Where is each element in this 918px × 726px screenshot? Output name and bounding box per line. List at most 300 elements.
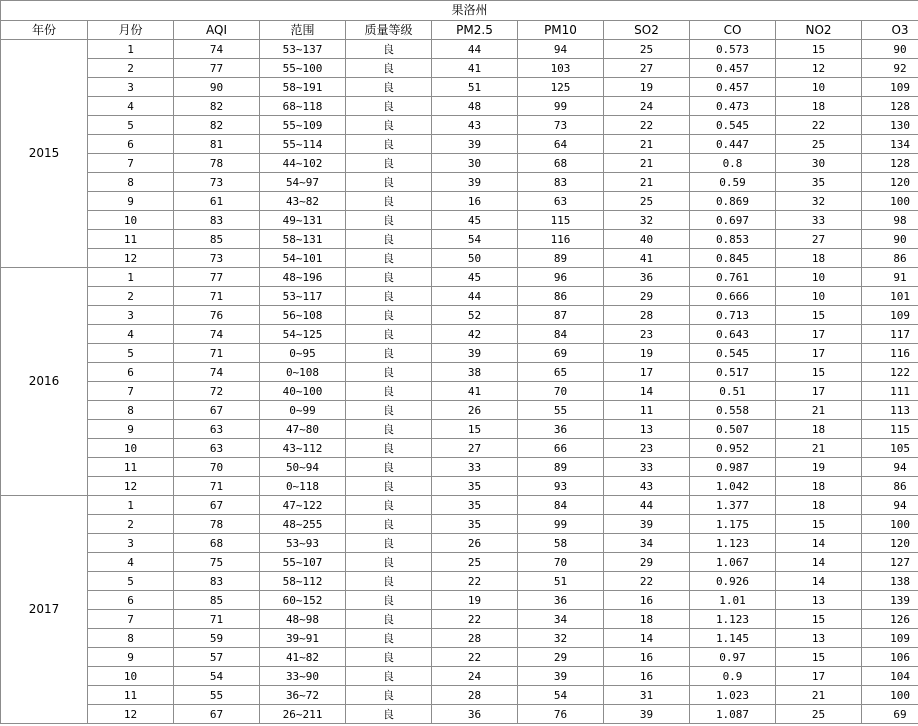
co-cell[interactable]: 0.457 <box>690 78 776 97</box>
no2-cell[interactable]: 15 <box>776 363 862 382</box>
quality-level-cell[interactable]: 良 <box>346 572 432 591</box>
pm25-cell[interactable]: 22 <box>432 610 518 629</box>
pm10-cell[interactable]: 39 <box>518 667 604 686</box>
pm25-header[interactable]: PM2.5 <box>432 21 518 40</box>
range-cell[interactable]: 47~122 <box>260 496 346 515</box>
pm10-cell[interactable]: 73 <box>518 116 604 135</box>
range-cell[interactable]: 43~82 <box>260 192 346 211</box>
quality-level-cell[interactable]: 良 <box>346 382 432 401</box>
so2-cell[interactable]: 23 <box>604 439 690 458</box>
month-cell[interactable]: 8 <box>88 629 174 648</box>
pm25-cell[interactable]: 24 <box>432 667 518 686</box>
co-cell[interactable]: 0.845 <box>690 249 776 268</box>
aqi-cell[interactable]: 71 <box>174 610 260 629</box>
month-cell[interactable]: 8 <box>88 401 174 420</box>
no2-cell[interactable]: 15 <box>776 515 862 534</box>
no2-cell[interactable]: 33 <box>776 211 862 230</box>
aqi-cell[interactable]: 81 <box>174 135 260 154</box>
so2-cell[interactable]: 14 <box>604 382 690 401</box>
co-cell[interactable]: 0.643 <box>690 325 776 344</box>
o3-cell[interactable]: 91 <box>862 268 918 287</box>
aqi-cell[interactable]: 83 <box>174 211 260 230</box>
pm10-cell[interactable]: 64 <box>518 135 604 154</box>
so2-cell[interactable]: 27 <box>604 59 690 78</box>
o3-cell[interactable]: 122 <box>862 363 918 382</box>
aqi-cell[interactable]: 71 <box>174 477 260 496</box>
range-cell[interactable]: 47~80 <box>260 420 346 439</box>
o3-cell[interactable]: 128 <box>862 154 918 173</box>
no2-cell[interactable]: 14 <box>776 572 862 591</box>
aqi-cell[interactable]: 85 <box>174 591 260 610</box>
so2-cell[interactable]: 18 <box>604 610 690 629</box>
pm10-cell[interactable]: 36 <box>518 420 604 439</box>
table-title[interactable]: 果洛州 <box>1 1 918 21</box>
range-cell[interactable]: 50~94 <box>260 458 346 477</box>
o3-cell[interactable]: 86 <box>862 477 918 496</box>
co-cell[interactable]: 0.447 <box>690 135 776 154</box>
quality-level-cell[interactable]: 良 <box>346 591 432 610</box>
o3-cell[interactable]: 106 <box>862 648 918 667</box>
quality-level-cell[interactable]: 良 <box>346 230 432 249</box>
co-cell[interactable]: 0.853 <box>690 230 776 249</box>
range-cell[interactable]: 44~102 <box>260 154 346 173</box>
range-cell[interactable]: 54~125 <box>260 325 346 344</box>
quality-level-cell[interactable]: 良 <box>346 534 432 553</box>
no2-cell[interactable]: 15 <box>776 40 862 59</box>
co-cell[interactable]: 1.175 <box>690 515 776 534</box>
pm10-cell[interactable]: 70 <box>518 553 604 572</box>
co-cell[interactable]: 0.9 <box>690 667 776 686</box>
so2-cell[interactable]: 29 <box>604 553 690 572</box>
pm10-header[interactable]: PM10 <box>518 21 604 40</box>
no2-cell[interactable]: 18 <box>776 97 862 116</box>
pm25-cell[interactable]: 33 <box>432 458 518 477</box>
quality-level-cell[interactable]: 良 <box>346 287 432 306</box>
o3-cell[interactable]: 138 <box>862 572 918 591</box>
so2-cell[interactable]: 25 <box>604 40 690 59</box>
year-cell[interactable]: 2016 <box>1 268 88 496</box>
o3-cell[interactable]: 127 <box>862 553 918 572</box>
pm25-cell[interactable]: 27 <box>432 439 518 458</box>
range-cell[interactable]: 49~131 <box>260 211 346 230</box>
pm25-cell[interactable]: 22 <box>432 572 518 591</box>
aqi-cell[interactable]: 77 <box>174 268 260 287</box>
o3-cell[interactable]: 100 <box>862 192 918 211</box>
month-cell[interactable]: 11 <box>88 686 174 705</box>
month-cell[interactable]: 10 <box>88 439 174 458</box>
pm25-cell[interactable]: 39 <box>432 135 518 154</box>
range-cell[interactable]: 40~100 <box>260 382 346 401</box>
aqi-cell[interactable]: 82 <box>174 97 260 116</box>
pm25-cell[interactable]: 28 <box>432 629 518 648</box>
so2-cell[interactable]: 34 <box>604 534 690 553</box>
co-cell[interactable]: 1.01 <box>690 591 776 610</box>
so2-cell[interactable]: 11 <box>604 401 690 420</box>
month-cell[interactable]: 1 <box>88 496 174 515</box>
co-cell[interactable]: 0.545 <box>690 344 776 363</box>
no2-cell[interactable]: 10 <box>776 78 862 97</box>
quality-level-cell[interactable]: 良 <box>346 686 432 705</box>
month-cell[interactable]: 2 <box>88 59 174 78</box>
pm25-cell[interactable]: 30 <box>432 154 518 173</box>
co-cell[interactable]: 1.067 <box>690 553 776 572</box>
so2-cell[interactable]: 23 <box>604 325 690 344</box>
aqi-cell[interactable]: 68 <box>174 534 260 553</box>
pm10-cell[interactable]: 99 <box>518 515 604 534</box>
quality-level-cell[interactable]: 良 <box>346 192 432 211</box>
no2-cell[interactable]: 17 <box>776 667 862 686</box>
so2-cell[interactable]: 40 <box>604 230 690 249</box>
pm25-cell[interactable]: 35 <box>432 496 518 515</box>
aqi-header[interactable]: AQI <box>174 21 260 40</box>
co-cell[interactable]: 0.507 <box>690 420 776 439</box>
month-cell[interactable]: 1 <box>88 268 174 287</box>
co-cell[interactable]: 0.952 <box>690 439 776 458</box>
so2-cell[interactable]: 16 <box>604 591 690 610</box>
aqi-cell[interactable]: 76 <box>174 306 260 325</box>
o3-cell[interactable]: 100 <box>862 686 918 705</box>
co-cell[interactable]: 0.8 <box>690 154 776 173</box>
co-cell[interactable]: 1.145 <box>690 629 776 648</box>
co-cell[interactable]: 0.573 <box>690 40 776 59</box>
so2-cell[interactable]: 21 <box>604 135 690 154</box>
month-cell[interactable]: 7 <box>88 154 174 173</box>
range-cell[interactable]: 53~93 <box>260 534 346 553</box>
range-cell[interactable]: 55~114 <box>260 135 346 154</box>
quality-level-cell[interactable]: 良 <box>346 40 432 59</box>
quality-level-cell[interactable]: 良 <box>346 667 432 686</box>
co-cell[interactable]: 1.087 <box>690 705 776 724</box>
so2-cell[interactable]: 19 <box>604 78 690 97</box>
quality-level-cell[interactable]: 良 <box>346 515 432 534</box>
range-cell[interactable]: 60~152 <box>260 591 346 610</box>
co-cell[interactable]: 0.59 <box>690 173 776 192</box>
o3-cell[interactable]: 94 <box>862 458 918 477</box>
o3-cell[interactable]: 90 <box>862 230 918 249</box>
range-header[interactable]: 范围 <box>260 21 346 40</box>
month-cell[interactable]: 4 <box>88 97 174 116</box>
aqi-cell[interactable]: 73 <box>174 173 260 192</box>
aqi-cell[interactable]: 74 <box>174 40 260 59</box>
pm25-cell[interactable]: 15 <box>432 420 518 439</box>
o3-cell[interactable]: 117 <box>862 325 918 344</box>
range-cell[interactable]: 0~99 <box>260 401 346 420</box>
aqi-cell[interactable]: 82 <box>174 116 260 135</box>
month-cell[interactable]: 3 <box>88 78 174 97</box>
quality-level-cell[interactable]: 良 <box>346 344 432 363</box>
aqi-cell[interactable]: 57 <box>174 648 260 667</box>
co-cell[interactable]: 0.517 <box>690 363 776 382</box>
aqi-cell[interactable]: 71 <box>174 344 260 363</box>
quality-level-cell[interactable]: 良 <box>346 211 432 230</box>
no2-cell[interactable]: 15 <box>776 306 862 325</box>
no2-cell[interactable]: 18 <box>776 496 862 515</box>
pm25-cell[interactable]: 48 <box>432 97 518 116</box>
pm25-cell[interactable]: 22 <box>432 648 518 667</box>
range-cell[interactable]: 48~196 <box>260 268 346 287</box>
co-cell[interactable]: 0.545 <box>690 116 776 135</box>
range-cell[interactable]: 26~211 <box>260 705 346 724</box>
o3-cell[interactable]: 104 <box>862 667 918 686</box>
no2-cell[interactable]: 21 <box>776 686 862 705</box>
pm10-cell[interactable]: 63 <box>518 192 604 211</box>
o3-cell[interactable]: 69 <box>862 705 918 724</box>
quality-level-cell[interactable]: 良 <box>346 325 432 344</box>
so2-cell[interactable]: 39 <box>604 515 690 534</box>
pm10-cell[interactable]: 68 <box>518 154 604 173</box>
pm10-cell[interactable]: 65 <box>518 363 604 382</box>
o3-cell[interactable]: 101 <box>862 287 918 306</box>
year-cell[interactable]: 2015 <box>1 40 88 268</box>
year-cell[interactable]: 2017 <box>1 496 88 724</box>
pm25-cell[interactable]: 39 <box>432 344 518 363</box>
no2-cell[interactable]: 17 <box>776 325 862 344</box>
range-cell[interactable]: 33~90 <box>260 667 346 686</box>
o3-cell[interactable]: 105 <box>862 439 918 458</box>
co-cell[interactable]: 0.51 <box>690 382 776 401</box>
month-cell[interactable]: 10 <box>88 667 174 686</box>
co-cell[interactable]: 0.926 <box>690 572 776 591</box>
quality-level-cell[interactable]: 良 <box>346 496 432 515</box>
pm10-cell[interactable]: 87 <box>518 306 604 325</box>
pm25-cell[interactable]: 45 <box>432 211 518 230</box>
pm10-cell[interactable]: 34 <box>518 610 604 629</box>
pm25-cell[interactable]: 16 <box>432 192 518 211</box>
pm10-cell[interactable]: 66 <box>518 439 604 458</box>
pm25-cell[interactable]: 51 <box>432 78 518 97</box>
o3-cell[interactable]: 109 <box>862 306 918 325</box>
so2-cell[interactable]: 44 <box>604 496 690 515</box>
so2-cell[interactable]: 24 <box>604 97 690 116</box>
o3-cell[interactable]: 126 <box>862 610 918 629</box>
month-cell[interactable]: 3 <box>88 534 174 553</box>
pm10-cell[interactable]: 83 <box>518 173 604 192</box>
month-cell[interactable]: 4 <box>88 325 174 344</box>
aqi-cell[interactable]: 55 <box>174 686 260 705</box>
no2-cell[interactable]: 17 <box>776 344 862 363</box>
pm10-cell[interactable]: 69 <box>518 344 604 363</box>
quality-level-cell[interactable]: 良 <box>346 249 432 268</box>
range-cell[interactable]: 53~137 <box>260 40 346 59</box>
aqi-cell[interactable]: 71 <box>174 287 260 306</box>
so2-cell[interactable]: 16 <box>604 667 690 686</box>
o3-cell[interactable]: 113 <box>862 401 918 420</box>
quality-level-cell[interactable]: 良 <box>346 648 432 667</box>
pm10-cell[interactable]: 86 <box>518 287 604 306</box>
no2-cell[interactable]: 21 <box>776 401 862 420</box>
so2-cell[interactable]: 17 <box>604 363 690 382</box>
so2-cell[interactable]: 36 <box>604 268 690 287</box>
aqi-cell[interactable]: 78 <box>174 154 260 173</box>
co-cell[interactable]: 1.123 <box>690 534 776 553</box>
quality-level-cell[interactable]: 良 <box>346 439 432 458</box>
month-cell[interactable]: 5 <box>88 116 174 135</box>
pm10-cell[interactable]: 55 <box>518 401 604 420</box>
aqi-cell[interactable]: 72 <box>174 382 260 401</box>
pm10-cell[interactable]: 103 <box>518 59 604 78</box>
co-cell[interactable]: 0.473 <box>690 97 776 116</box>
month-cell[interactable]: 9 <box>88 648 174 667</box>
quality-level-header[interactable]: 质量等级 <box>346 21 432 40</box>
so2-cell[interactable]: 33 <box>604 458 690 477</box>
aqi-cell[interactable]: 67 <box>174 496 260 515</box>
range-cell[interactable]: 68~118 <box>260 97 346 116</box>
pm25-cell[interactable]: 36 <box>432 705 518 724</box>
aqi-cell[interactable]: 61 <box>174 192 260 211</box>
no2-cell[interactable]: 13 <box>776 591 862 610</box>
o3-cell[interactable]: 120 <box>862 173 918 192</box>
pm10-cell[interactable]: 84 <box>518 325 604 344</box>
pm25-cell[interactable]: 39 <box>432 173 518 192</box>
co-cell[interactable]: 0.713 <box>690 306 776 325</box>
o3-cell[interactable]: 92 <box>862 59 918 78</box>
so2-cell[interactable]: 28 <box>604 306 690 325</box>
o3-header[interactable]: O3 <box>862 21 918 40</box>
quality-level-cell[interactable]: 良 <box>346 363 432 382</box>
pm10-cell[interactable]: 58 <box>518 534 604 553</box>
so2-cell[interactable]: 22 <box>604 572 690 591</box>
quality-level-cell[interactable]: 良 <box>346 306 432 325</box>
month-cell[interactable]: 9 <box>88 420 174 439</box>
range-cell[interactable]: 58~112 <box>260 572 346 591</box>
pm10-cell[interactable]: 125 <box>518 78 604 97</box>
pm25-cell[interactable]: 26 <box>432 534 518 553</box>
no2-cell[interactable]: 19 <box>776 458 862 477</box>
co-cell[interactable]: 1.042 <box>690 477 776 496</box>
pm25-cell[interactable]: 41 <box>432 382 518 401</box>
so2-cell[interactable]: 21 <box>604 154 690 173</box>
range-cell[interactable]: 56~108 <box>260 306 346 325</box>
pm25-cell[interactable]: 42 <box>432 325 518 344</box>
range-cell[interactable]: 55~107 <box>260 553 346 572</box>
quality-level-cell[interactable]: 良 <box>346 135 432 154</box>
pm10-cell[interactable]: 89 <box>518 249 604 268</box>
range-cell[interactable]: 48~255 <box>260 515 346 534</box>
quality-level-cell[interactable]: 良 <box>346 553 432 572</box>
co-header[interactable]: CO <box>690 21 776 40</box>
range-cell[interactable]: 0~118 <box>260 477 346 496</box>
pm10-cell[interactable]: 93 <box>518 477 604 496</box>
so2-cell[interactable]: 29 <box>604 287 690 306</box>
month-cell[interactable]: 3 <box>88 306 174 325</box>
pm25-cell[interactable]: 41 <box>432 59 518 78</box>
pm25-cell[interactable]: 25 <box>432 553 518 572</box>
pm10-cell[interactable]: 115 <box>518 211 604 230</box>
so2-cell[interactable]: 39 <box>604 705 690 724</box>
no2-cell[interactable]: 18 <box>776 477 862 496</box>
pm25-cell[interactable]: 35 <box>432 477 518 496</box>
co-cell[interactable]: 0.666 <box>690 287 776 306</box>
month-cell[interactable]: 11 <box>88 458 174 477</box>
range-cell[interactable]: 41~82 <box>260 648 346 667</box>
aqi-cell[interactable]: 67 <box>174 705 260 724</box>
o3-cell[interactable]: 116 <box>862 344 918 363</box>
pm25-cell[interactable]: 52 <box>432 306 518 325</box>
month-cell[interactable]: 2 <box>88 287 174 306</box>
quality-level-cell[interactable]: 良 <box>346 154 432 173</box>
no2-cell[interactable]: 15 <box>776 648 862 667</box>
aqi-cell[interactable]: 54 <box>174 667 260 686</box>
month-cell[interactable]: 9 <box>88 192 174 211</box>
co-cell[interactable]: 0.987 <box>690 458 776 477</box>
month-cell[interactable]: 7 <box>88 382 174 401</box>
pm25-cell[interactable]: 50 <box>432 249 518 268</box>
quality-level-cell[interactable]: 良 <box>346 477 432 496</box>
quality-level-cell[interactable]: 良 <box>346 78 432 97</box>
co-cell[interactable]: 0.697 <box>690 211 776 230</box>
aqi-cell[interactable]: 63 <box>174 420 260 439</box>
aqi-cell[interactable]: 67 <box>174 401 260 420</box>
o3-cell[interactable]: 139 <box>862 591 918 610</box>
o3-cell[interactable]: 109 <box>862 78 918 97</box>
pm10-cell[interactable]: 32 <box>518 629 604 648</box>
pm25-cell[interactable]: 44 <box>432 40 518 59</box>
pm10-cell[interactable]: 94 <box>518 40 604 59</box>
no2-cell[interactable]: 25 <box>776 135 862 154</box>
o3-cell[interactable]: 94 <box>862 496 918 515</box>
aqi-cell[interactable]: 77 <box>174 59 260 78</box>
so2-cell[interactable]: 41 <box>604 249 690 268</box>
no2-cell[interactable]: 22 <box>776 116 862 135</box>
o3-cell[interactable]: 130 <box>862 116 918 135</box>
no2-cell[interactable]: 13 <box>776 629 862 648</box>
month-cell[interactable]: 11 <box>88 230 174 249</box>
quality-level-cell[interactable]: 良 <box>346 629 432 648</box>
no2-cell[interactable]: 10 <box>776 287 862 306</box>
pm25-cell[interactable]: 26 <box>432 401 518 420</box>
aqi-cell[interactable]: 63 <box>174 439 260 458</box>
o3-cell[interactable]: 86 <box>862 249 918 268</box>
quality-level-cell[interactable]: 良 <box>346 59 432 78</box>
range-cell[interactable]: 0~95 <box>260 344 346 363</box>
quality-level-cell[interactable]: 良 <box>346 173 432 192</box>
pm10-cell[interactable]: 29 <box>518 648 604 667</box>
co-cell[interactable]: 1.377 <box>690 496 776 515</box>
quality-level-cell[interactable]: 良 <box>346 458 432 477</box>
pm25-cell[interactable]: 44 <box>432 287 518 306</box>
range-cell[interactable]: 36~72 <box>260 686 346 705</box>
so2-cell[interactable]: 31 <box>604 686 690 705</box>
month-cell[interactable]: 12 <box>88 705 174 724</box>
aqi-cell[interactable]: 73 <box>174 249 260 268</box>
o3-cell[interactable]: 109 <box>862 629 918 648</box>
o3-cell[interactable]: 111 <box>862 382 918 401</box>
co-cell[interactable]: 0.457 <box>690 59 776 78</box>
pm25-cell[interactable]: 28 <box>432 686 518 705</box>
month-cell[interactable]: 2 <box>88 515 174 534</box>
so2-header[interactable]: SO2 <box>604 21 690 40</box>
quality-level-cell[interactable]: 良 <box>346 268 432 287</box>
co-cell[interactable]: 1.023 <box>690 686 776 705</box>
o3-cell[interactable]: 115 <box>862 420 918 439</box>
co-cell[interactable]: 0.761 <box>690 268 776 287</box>
pm25-cell[interactable]: 38 <box>432 363 518 382</box>
no2-cell[interactable]: 12 <box>776 59 862 78</box>
month-cell[interactable]: 6 <box>88 363 174 382</box>
pm25-cell[interactable]: 45 <box>432 268 518 287</box>
quality-level-cell[interactable]: 良 <box>346 97 432 116</box>
aqi-cell[interactable]: 59 <box>174 629 260 648</box>
quality-level-cell[interactable]: 良 <box>346 420 432 439</box>
pm10-cell[interactable]: 99 <box>518 97 604 116</box>
pm25-cell[interactable]: 19 <box>432 591 518 610</box>
year-header[interactable]: 年份 <box>1 21 88 40</box>
co-cell[interactable]: 1.123 <box>690 610 776 629</box>
so2-cell[interactable]: 19 <box>604 344 690 363</box>
o3-cell[interactable]: 120 <box>862 534 918 553</box>
no2-cell[interactable]: 10 <box>776 268 862 287</box>
co-cell[interactable]: 0.97 <box>690 648 776 667</box>
